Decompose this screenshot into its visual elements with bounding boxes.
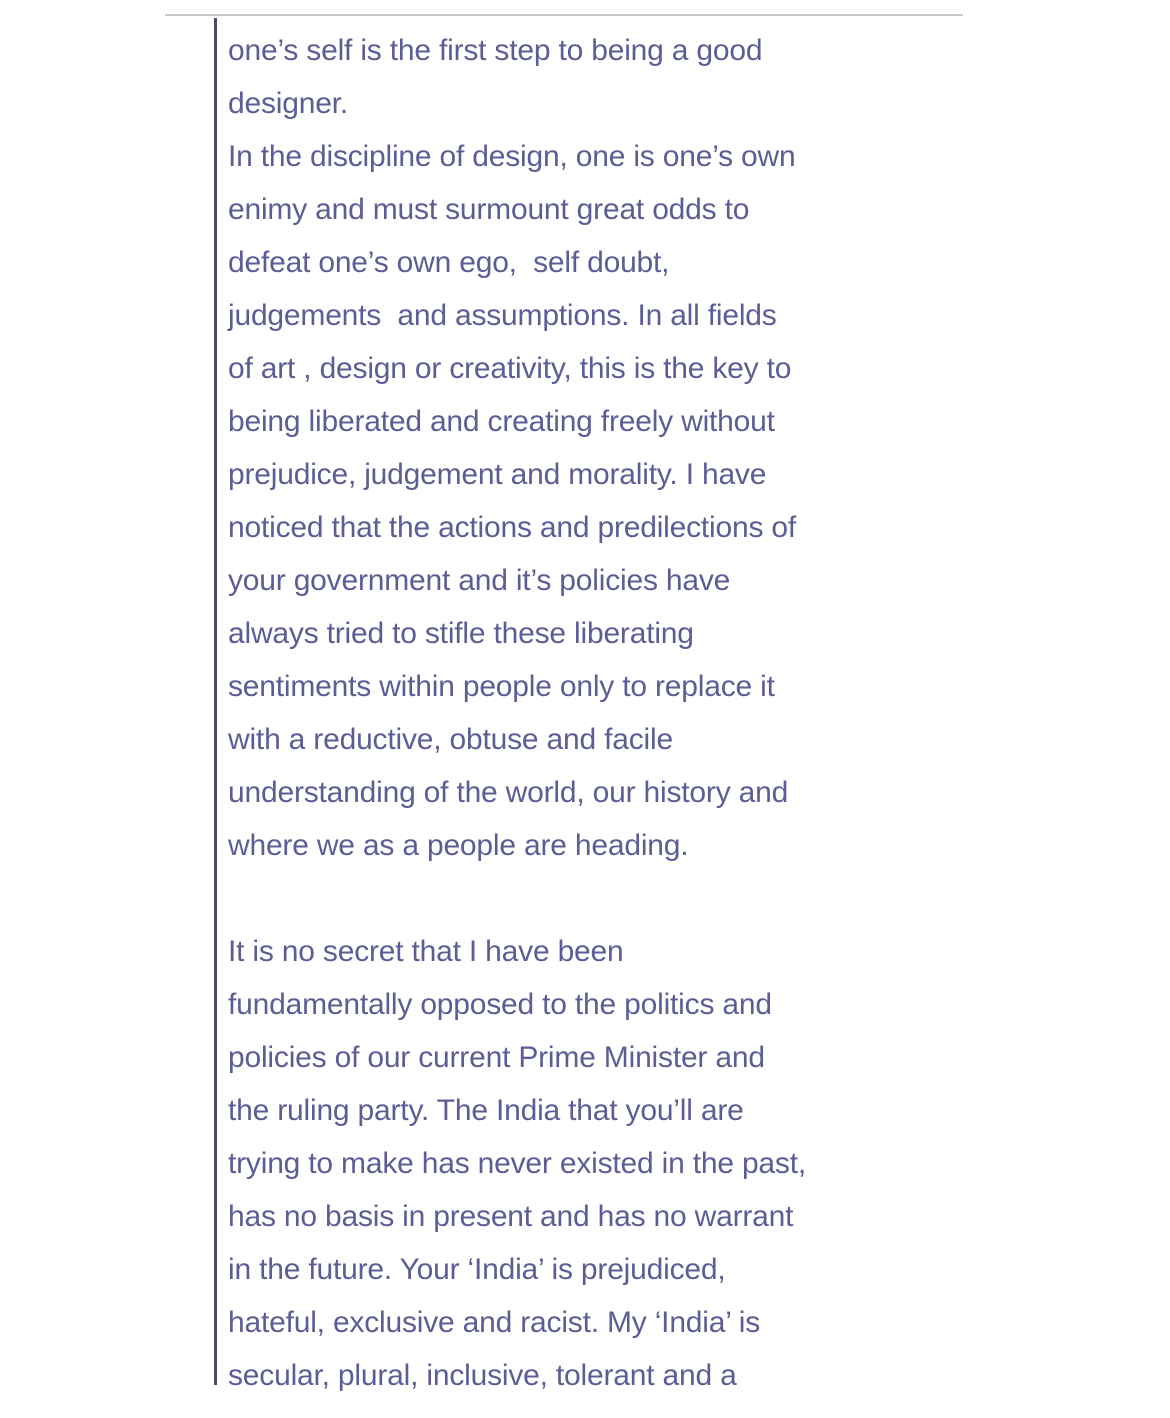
text-line: fundamentally opposed to the politics and <box>228 988 772 1021</box>
text-line: trying to make has never existed in the past, <box>228 1147 806 1180</box>
text-line: the ruling party. The India that you’ll are <box>228 1094 744 1127</box>
text-line: policies of our current Prime Minister and <box>228 1041 765 1074</box>
text-line: has no basis in present and has no warrant <box>228 1200 794 1233</box>
text-line: one’s self is the first step to being a good <box>228 34 763 67</box>
note-screenshot <box>165 14 963 1390</box>
text-line: understanding of the world, our history and <box>228 776 789 809</box>
text-line: In the discipline of design, one is one’s own <box>228 140 796 173</box>
text-line: being liberated and creating freely without <box>228 405 775 438</box>
text-line: hateful, exclusive and racist. My ‘India’ is <box>228 1306 760 1339</box>
text-line: where we as a people are heading. <box>228 829 689 862</box>
text-line: in the future. Your ‘India’ is prejudiced, <box>228 1253 726 1286</box>
text-line: defeat one’s own ego, self doubt, <box>228 246 670 279</box>
text-line: prejudice, judgement and morality. I have <box>228 458 767 491</box>
note-text <box>228 24 954 1402</box>
text-line: sentiments within people only to replace it <box>228 670 775 703</box>
text-line: always tried to stifle these liberating <box>228 617 694 650</box>
text-line: your government and it’s policies have <box>228 564 731 597</box>
text-line: judgements and assumptions. In all fields <box>228 299 777 332</box>
text-line: It is no secret that I have been <box>228 935 624 968</box>
note-paragraph <box>228 925 954 1402</box>
text-line: with a reductive, obtuse and facile <box>228 723 673 756</box>
blockquote-bar <box>214 18 217 1385</box>
text-line: noticed that the actions and predilections of <box>228 511 797 544</box>
text-line: designer. <box>228 87 348 120</box>
text-line: secular, plural, inclusive, tolerant and a <box>228 1359 737 1392</box>
text-line: of art , design or creativity, this is the key to <box>228 352 792 385</box>
text-line: enimy and must surmount great odds to <box>228 193 750 226</box>
note-paragraph <box>228 24 954 872</box>
